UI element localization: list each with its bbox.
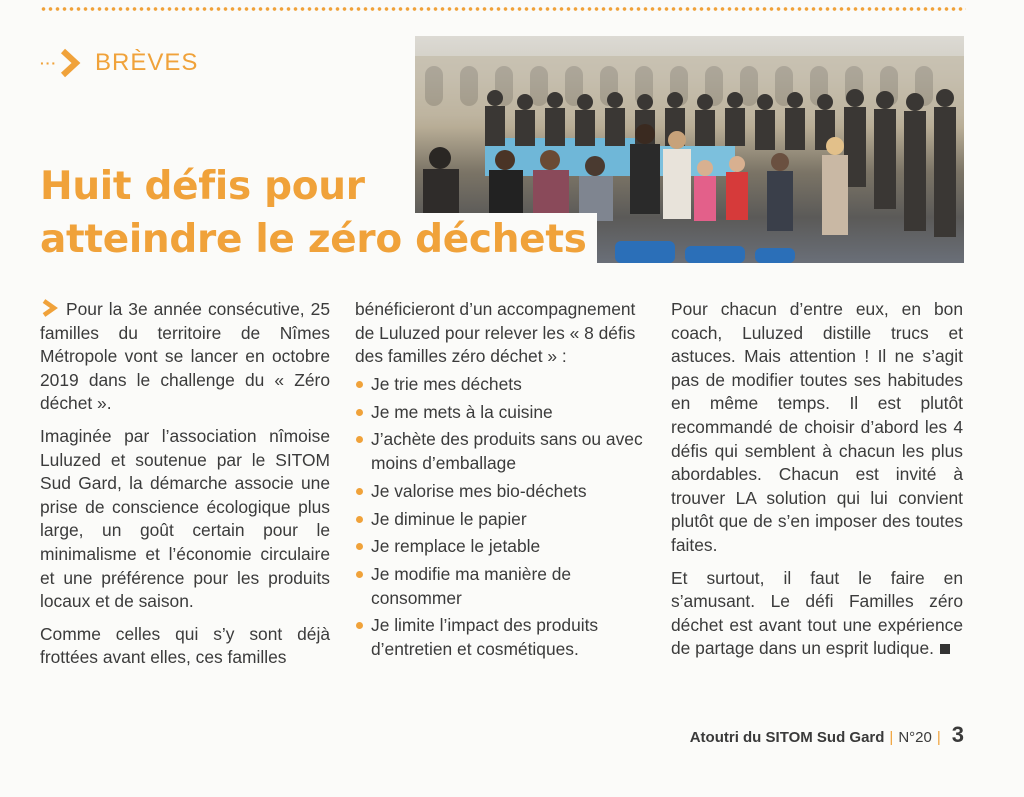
list-item: Je modifie ma manière de consommer bbox=[355, 563, 645, 610]
footer-separator: | bbox=[889, 729, 894, 746]
list-item: Je limite l’impact des produits d’entretien et cosmétiques. bbox=[355, 614, 645, 661]
list-item: Je remplace le jetable bbox=[355, 535, 645, 559]
chevron-right-icon bbox=[59, 48, 81, 78]
publication-name: Atoutri du SITOM Sud Gard bbox=[689, 729, 885, 746]
column-1-paragraph-2: Imaginée par l’association nîmoise Luluzed et soutenue par le SITOM Sud Gard, la démarche associe une prise de conscience écologique plus large, un goût certain pour le minimalisme et l’économie circulaire et une préférence pour les produits locaux et de saison. bbox=[40, 425, 330, 612]
end-mark-icon bbox=[940, 644, 950, 654]
column-3 bbox=[671, 298, 963, 670]
list-item: Je diminue le papier bbox=[355, 508, 645, 532]
top-dotted-rule bbox=[40, 6, 966, 12]
column-2 bbox=[355, 298, 645, 666]
issue-number: N°20 bbox=[898, 729, 932, 746]
page-number: 3 bbox=[951, 722, 964, 747]
section-tag bbox=[40, 48, 198, 78]
column-3-paragraph-2-text: Et surtout, il faut le faire en s’amusant. Le défi Familles zéro déchet est avant tout une expérience de partage dans un esprit ludique. bbox=[671, 567, 963, 659]
column-1-paragraph-1 bbox=[40, 298, 330, 416]
defis-list bbox=[355, 373, 645, 662]
page-footer bbox=[690, 722, 964, 748]
column-3-paragraph-2 bbox=[671, 567, 963, 661]
column-1 bbox=[40, 298, 330, 679]
headline bbox=[40, 160, 620, 266]
column-2-intro: bénéficieront d’un accompagnement de Luluzed pour relever les « 8 défis des familles zéro déchet » : bbox=[355, 299, 636, 367]
column-1-paragraph-1-text: Pour la 3e année consécutive, 25 familles du territoire de Nîmes Métropole vont se lancer en octobre 2019 dans le challenge du « Zéro déchet ». bbox=[40, 299, 330, 414]
list-item: Je me mets à la cuisine bbox=[355, 401, 645, 425]
column-1-paragraph-3: Comme celles qui s’y sont déjà frottées avant elles, ces familles bbox=[40, 623, 330, 668]
list-item: Je trie mes déchets bbox=[355, 373, 645, 397]
lead-chevron-icon bbox=[40, 299, 60, 317]
headline-line-1: Huit défis pour bbox=[40, 160, 375, 213]
footer-separator: | bbox=[936, 729, 941, 746]
headline-line-2: atteindre le zéro déchets bbox=[40, 213, 597, 266]
column-3-paragraph-1: Pour chacun d’entre eux, en bon coach, Luluzed distille trucs et astuces. Mais attention ! Il ne s’agit pas de modifier toutes ses habitudes en même temps. Il est plutôt recommandé de choisir d’abord les 4 défis qui semblent à chacun les plus abordables. Chacun est invité à trouver LA solution qui lui convient plutôt que de s’en imposer des toutes faites. bbox=[671, 299, 963, 555]
list-item: Je valorise mes bio-déchets bbox=[355, 480, 645, 504]
section-label: BRÈVES bbox=[95, 49, 199, 76]
list-item: J’achète des produits sans ou avec moins d’emballage bbox=[355, 428, 645, 475]
section-dots: ··· bbox=[40, 55, 57, 71]
